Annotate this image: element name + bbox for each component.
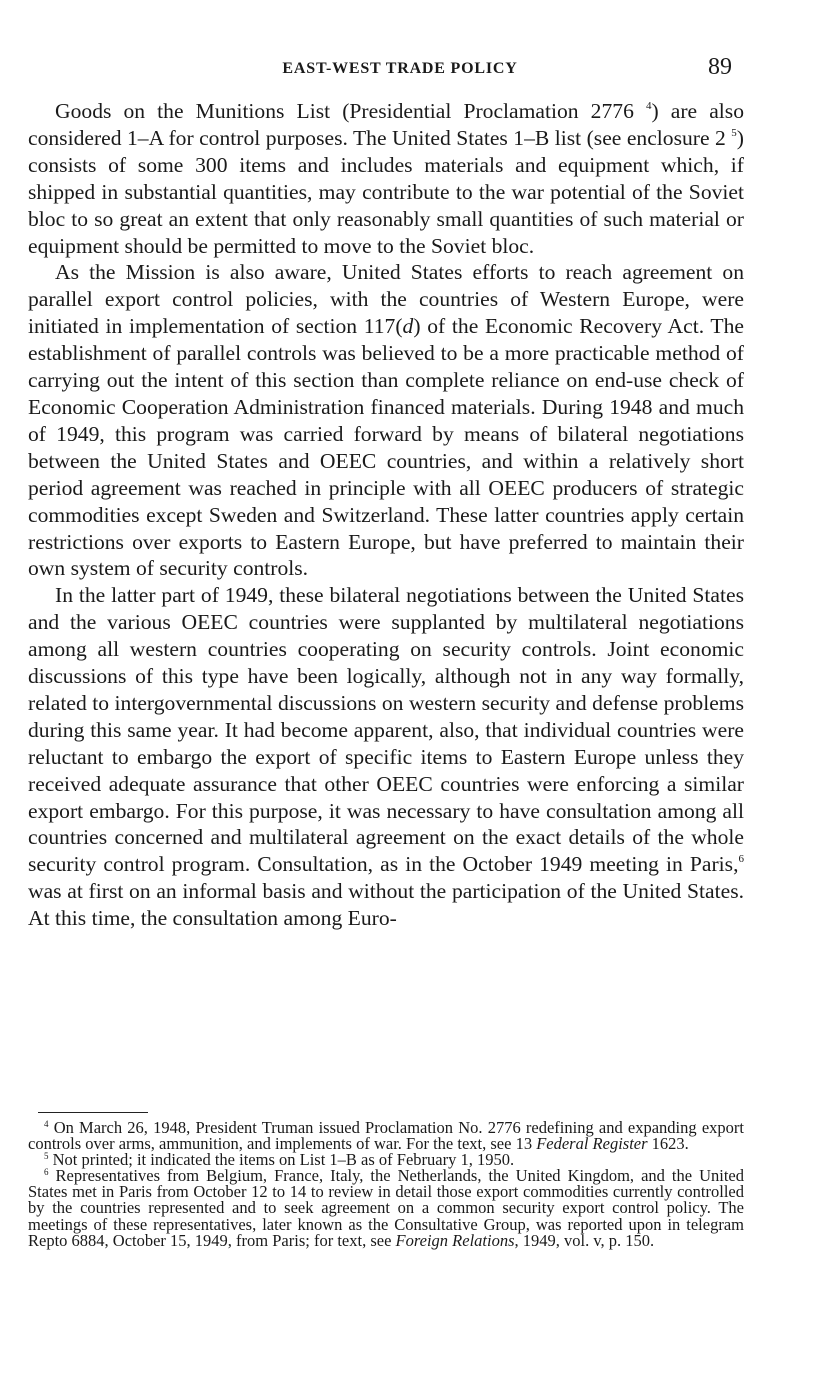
document-page: [28, 0, 744, 1380]
text-run: In the latter part of 1949, these bilateral negotiations between the United States and the various OEEC countries were supplanted by multilateral negotiations among all western countries cooperating on security controls. Joint economic discussions of this type have been logically, although not in any way formally, related to intergovernmental discussions on western security and defense problems during this same year. It had become apparent, also, that individual countries were reluctant to embargo the export of specific items to Eastern Europe unless they received adequate assurance that other OEEC countries were enforcing a similar export embargo. For this purpose, it was necessary to have consultation among all countries concerned and multilateral agreement on the exact details of the whole security control program. Consultation, as in the October 1949 meeting in Paris,: [28, 583, 744, 877]
page-number: 89: [708, 54, 732, 80]
text-run: On March 26, 1948, President Truman issued Proclamation No. 2776 redefining and expanding export controls over arms, ammunition, and implements of war. For the text, see 13: [28, 1118, 744, 1154]
text-run: ) are also considered 1–A for control purposes. The United States 1–B list (see enclosure 2: [28, 99, 744, 150]
italic-text: d: [402, 314, 414, 339]
text-run: ) consists of some 300 items and includes materials and equipment which, if shipped in substantial quantities, may contribute to the war potential of the Soviet bloc to so great an extent that only reasonably small quantities of such material or equipment should be permitted to move to the Soviet bloc.: [28, 125, 744, 258]
text-run: 1623.: [647, 1134, 689, 1154]
italic-text: Federal Register: [536, 1134, 648, 1154]
running-head: [28, 56, 744, 86]
text-run: Goods on the Munitions List (Presidential Proclamation 2776: [55, 99, 646, 123]
footnote-marker: 4: [645, 100, 652, 112]
footnote: [28, 1120, 744, 1152]
footnote-marker: 6: [738, 853, 744, 866]
text-run: Not printed; it indicated the items on List 1–B as of February 1, 1950.: [48, 1150, 515, 1170]
paragraph: [28, 582, 744, 932]
footnote-marker: 5: [44, 1151, 49, 1162]
text-run: ) of the Economic Recovery Act. The establishment of parallel controls was believed to be a more practicable method of carrying out the intent of this section than complete reliance on end-use check of Economic Cooperation Administration financed materials. During 1948 and much of 1949, this program was carried forward by means of bilateral negotiations between the United States and OEEC countries, and within a relatively short period agreement was reached in principle with all OEEC producers of strategic commodities except Sweden and Switzerland. These latter countries apply certain restrictions over exports to Eastern Europe, but have preferred to maintain their own system of security controls.: [28, 314, 744, 581]
footnotes: [28, 1120, 744, 1249]
paragraph: [28, 98, 744, 259]
footnote: [28, 1168, 744, 1248]
body-text: [28, 98, 744, 932]
text-run: As the Mission is also aware, United States efforts to reach agreement on parallel export control policies, with the countries of Western Europe, were initiated in implementation of section 117(: [28, 260, 744, 339]
italic-text: Foreign Relations: [395, 1230, 515, 1250]
footnote-marker: 4: [44, 1119, 49, 1129]
paragraph: [28, 259, 744, 582]
footnote-divider: [38, 1112, 148, 1113]
text-run: , 1949, vol. v, p. 150.: [514, 1230, 655, 1250]
footnote-marker: 6: [44, 1167, 49, 1178]
footnote-marker: 5: [731, 126, 737, 139]
text-run: Representatives from Belgium, France, Italy, the Netherlands, the United Kingdom, and the United States met in Paris from October 12 to 14 to review in detail those export commodities currently controlled by the countries represented and to seek agreement on a common security export control policy. The meetings of these representatives, later known as the Consultative Group, was reported upon in telegram Repto 6884, October 15, 1949, from Paris; for text, see: [28, 1166, 744, 1250]
text-run: was at first on an informal basis and without the participation of the United States. At this time, the consultation among Euro-: [28, 879, 744, 931]
running-title: EAST-WEST TRADE POLICY: [282, 60, 518, 77]
